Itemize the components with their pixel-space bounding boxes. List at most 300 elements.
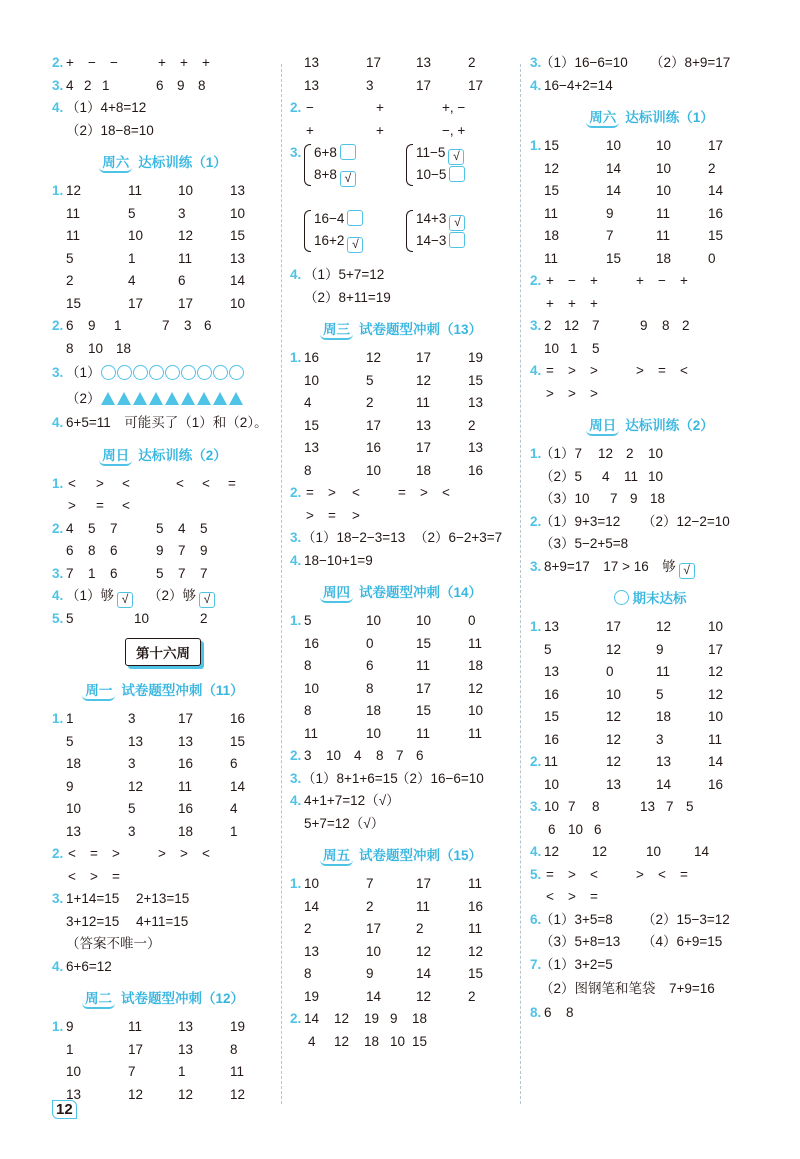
answer-cell: 17 bbox=[366, 921, 382, 936]
grid-row bbox=[290, 75, 512, 98]
question-number: 3. bbox=[52, 565, 64, 581]
answer-cell: 11 bbox=[304, 725, 319, 741]
question-2-row-2 bbox=[290, 120, 512, 143]
section-header-saturday-1 bbox=[530, 97, 770, 135]
question-2-row bbox=[52, 52, 274, 75]
answer-cell: 10 bbox=[656, 138, 672, 153]
question-3-row-2 bbox=[530, 338, 770, 361]
answer-cell: 5 bbox=[156, 520, 164, 536]
answer-cell: 0 bbox=[708, 250, 716, 266]
check-icon: √ bbox=[448, 149, 464, 165]
answer-cell: 12 bbox=[416, 943, 432, 959]
answer-cell: 17 bbox=[178, 295, 194, 311]
answer-cell: 13 bbox=[66, 1086, 82, 1102]
answer-cell: 13 bbox=[304, 943, 320, 959]
answer-cell: 13 bbox=[640, 799, 656, 814]
triangle-icon bbox=[181, 392, 195, 405]
answer-text: （2）8+11=19 bbox=[304, 289, 391, 305]
grid-row bbox=[52, 821, 274, 844]
answer-cell: 12 bbox=[544, 160, 560, 176]
day-badge: 周六 bbox=[586, 109, 619, 128]
question-1-grid bbox=[530, 135, 770, 270]
circle-icon bbox=[165, 365, 180, 380]
answer-cell: 12 bbox=[66, 183, 82, 198]
answer-column-1 bbox=[52, 52, 274, 1106]
question-3-row bbox=[52, 360, 274, 386]
answer-cell: + bbox=[590, 273, 598, 288]
section-title: 达标训练（1） bbox=[625, 110, 714, 125]
answer-cell: 13 bbox=[230, 183, 246, 198]
answer-cell: 14 bbox=[416, 966, 432, 981]
question-number: 4. bbox=[52, 588, 64, 603]
answer-cell: 11 bbox=[544, 250, 559, 266]
answer-cell: 7 bbox=[666, 799, 674, 814]
grid-row bbox=[530, 774, 770, 797]
grid-row bbox=[530, 248, 770, 271]
answer-cell: 10 bbox=[88, 340, 104, 356]
question-number: 3. bbox=[52, 77, 64, 93]
section-header-friday-15 bbox=[290, 835, 512, 873]
answer-cell: 2 bbox=[84, 77, 92, 93]
answer-cell: 10 bbox=[544, 776, 560, 792]
answer-cell: 5 bbox=[66, 610, 74, 626]
answer-cell: 3 bbox=[178, 205, 186, 221]
answer-cell: 2 bbox=[708, 160, 716, 176]
question-4-row bbox=[530, 841, 770, 864]
answer-cell: < bbox=[122, 475, 130, 491]
answer-cell: 11 bbox=[416, 395, 431, 410]
answer-cell: 6 bbox=[230, 756, 238, 771]
answer-cell: 19 bbox=[304, 988, 320, 1004]
answer-cell: 1 bbox=[114, 318, 122, 333]
answer-cell: 12 bbox=[334, 1033, 350, 1049]
question-4-row bbox=[530, 75, 770, 98]
grid-row bbox=[290, 941, 512, 964]
answer-cell: 15 bbox=[468, 966, 484, 981]
grid-row bbox=[530, 180, 770, 203]
answer-cell: 5 bbox=[128, 801, 136, 816]
question-number: 3. bbox=[290, 770, 302, 786]
question-1-row-3 bbox=[530, 488, 770, 511]
grid-row bbox=[52, 776, 274, 799]
grid-row bbox=[290, 723, 512, 746]
answer-cell: 9 bbox=[656, 641, 664, 657]
answer-cell: 15 bbox=[230, 733, 246, 749]
question-number: 4. bbox=[530, 363, 542, 378]
answer-cell: = bbox=[306, 485, 314, 500]
answer-cell: 9 bbox=[156, 543, 164, 558]
answer-cell: + bbox=[376, 122, 384, 138]
answer-cell: 11 bbox=[544, 205, 559, 221]
question-number: 3. bbox=[530, 55, 542, 70]
answer-cell: 12 bbox=[178, 228, 194, 243]
answer-cell: 18 bbox=[116, 340, 132, 356]
question-1-grid bbox=[290, 610, 512, 745]
answer-cell: 18 bbox=[468, 658, 484, 673]
grid-row bbox=[530, 751, 770, 774]
answer-cell: 13 bbox=[304, 77, 320, 93]
answer-cell: 16 bbox=[304, 635, 320, 651]
answer-cell: 6 bbox=[156, 77, 164, 93]
answer-cell: 4 bbox=[230, 801, 238, 816]
answer-cell: + bbox=[158, 55, 166, 70]
answer-cell: 5 bbox=[592, 340, 600, 356]
answer-cell: 5 bbox=[304, 613, 312, 628]
answer-cell: 6 bbox=[204, 318, 212, 333]
answer-cell: 11 bbox=[708, 731, 723, 747]
answer-cell: 11 bbox=[66, 228, 81, 243]
answer-cell: 10 bbox=[304, 876, 320, 891]
answer-cell: > bbox=[306, 507, 314, 523]
empty-box-icon bbox=[449, 166, 465, 182]
check-icon: √ bbox=[679, 563, 695, 579]
grid-row bbox=[52, 1016, 274, 1039]
answer-cell: 13 bbox=[304, 440, 320, 455]
answer-cell: 10 bbox=[134, 610, 150, 626]
section-header-saturday-1 bbox=[52, 142, 274, 180]
day-badge: 周六 bbox=[99, 154, 132, 173]
answer-cell: 12 bbox=[128, 778, 144, 794]
answer-cell: 6 bbox=[66, 543, 74, 558]
answer-text: 5+7=12（√） bbox=[304, 815, 385, 831]
answer-cell: 2 bbox=[682, 318, 690, 333]
answer-note: （答案不唯一） bbox=[66, 936, 161, 951]
question-number: 2. bbox=[530, 513, 542, 529]
answer-cell: 5 bbox=[128, 205, 136, 221]
answer-cell: 13 bbox=[230, 250, 246, 266]
answer-cell: + bbox=[66, 55, 74, 70]
answer-cell: 12 bbox=[468, 943, 484, 959]
answer-cell: 19 bbox=[468, 350, 484, 365]
triangle-icon bbox=[197, 392, 211, 405]
answer-cell: 10 bbox=[390, 1033, 406, 1049]
question-3-note bbox=[52, 933, 274, 956]
answer-cell: 13 bbox=[656, 754, 672, 769]
answer-text: （2）16−6=10 bbox=[396, 770, 484, 786]
answer-cell: 18 bbox=[178, 823, 194, 839]
circle-row bbox=[66, 360, 245, 386]
answer-cell: 12 bbox=[708, 686, 724, 702]
question-number: 1. bbox=[290, 876, 302, 891]
question-number: 6. bbox=[530, 911, 542, 927]
expression: 14−3 bbox=[416, 233, 447, 248]
answer-cell: 10 bbox=[568, 821, 584, 837]
answer-cell: 13 bbox=[544, 619, 560, 634]
expression: 10−5 bbox=[416, 167, 447, 182]
question-2-row bbox=[52, 518, 274, 541]
answer-cell: > bbox=[68, 498, 76, 513]
check-icon: √ bbox=[449, 215, 465, 231]
day-badge: 周三 bbox=[320, 321, 353, 340]
answer-cell: 10 bbox=[128, 228, 144, 243]
answer-cell: > bbox=[590, 385, 598, 401]
answer-cell: 13 bbox=[128, 733, 144, 749]
question-number: 2. bbox=[290, 748, 302, 763]
question-number: 7. bbox=[530, 956, 542, 972]
answer-cell: 5 bbox=[544, 641, 552, 657]
answer-cell: < bbox=[680, 363, 688, 378]
grid-row bbox=[530, 729, 770, 752]
answer-cell: 11 bbox=[416, 725, 431, 741]
circle-icon bbox=[133, 365, 148, 380]
question-3-row bbox=[530, 556, 770, 579]
triangle-icon bbox=[117, 392, 131, 405]
question-2-row bbox=[290, 745, 512, 768]
answer-text: （1）8+1+6=15 bbox=[302, 770, 398, 786]
question-5-row bbox=[530, 864, 770, 887]
answer-cell: 1 bbox=[570, 340, 578, 356]
question-number: 3. bbox=[290, 530, 302, 545]
answer-cell: 12 bbox=[334, 1011, 350, 1026]
question-number: 4. bbox=[530, 844, 542, 859]
check-icon: √ bbox=[117, 592, 133, 608]
question-3-row bbox=[290, 768, 512, 791]
question-1-grid bbox=[290, 873, 512, 1008]
grid-row bbox=[52, 798, 274, 821]
answer-cell: 15 bbox=[606, 250, 622, 266]
answer-cell: 10 bbox=[230, 205, 246, 221]
answer-cell: 6 bbox=[178, 273, 186, 288]
answer-cell: 18 bbox=[544, 228, 560, 243]
answer-cell: 5 bbox=[656, 686, 664, 702]
question-number: 2. bbox=[290, 1011, 302, 1026]
grid-row bbox=[290, 700, 512, 723]
question-4-row bbox=[52, 412, 274, 435]
section-header-monday-11 bbox=[52, 670, 274, 708]
answer-cell: 8 bbox=[88, 543, 96, 558]
question-6-row-2 bbox=[530, 931, 770, 954]
expression: 11−5 bbox=[416, 145, 446, 160]
answer-cell: 2 bbox=[468, 417, 476, 433]
question-number: 2. bbox=[530, 754, 542, 769]
answer-cell: 10 bbox=[230, 295, 246, 311]
question-number: 4. bbox=[52, 415, 64, 430]
answer-cell: 14 bbox=[708, 754, 724, 769]
grid-row bbox=[290, 370, 512, 393]
day-badge: 周四 bbox=[320, 584, 353, 603]
answer-cell: < bbox=[202, 846, 210, 861]
question-number: 2. bbox=[52, 846, 64, 861]
answer-cell: 8 bbox=[198, 77, 206, 93]
answer-text: （4）6+9=15 bbox=[642, 934, 723, 949]
answer-cell: 2 bbox=[544, 318, 552, 333]
answer-cell: 17 bbox=[708, 138, 724, 153]
question-2-row bbox=[52, 315, 274, 338]
answer-cell: 3 bbox=[304, 748, 312, 763]
circle-icon bbox=[229, 365, 244, 380]
answer-text bbox=[544, 556, 695, 579]
question-5-row-2 bbox=[530, 886, 770, 909]
grid-row bbox=[530, 203, 770, 226]
answer-cell: 11 bbox=[468, 876, 483, 891]
answer-cell: > bbox=[568, 363, 576, 378]
expression: 8+8 bbox=[314, 167, 337, 182]
answer-cell: 18 bbox=[364, 1033, 380, 1049]
answer-cell: 9 bbox=[606, 205, 614, 221]
question-8-row bbox=[530, 1002, 770, 1025]
answer-cell: 2 bbox=[366, 898, 374, 914]
answer-cell: 6 bbox=[544, 1005, 552, 1020]
answer-cell: 1 bbox=[178, 1064, 186, 1079]
answer-cell: 12 bbox=[606, 709, 622, 724]
question-4-row bbox=[52, 585, 274, 608]
answer-cell: 10 bbox=[646, 844, 662, 859]
question-number: 1. bbox=[290, 350, 302, 365]
answer-cell: 14 bbox=[304, 898, 320, 914]
question-4-row bbox=[290, 790, 512, 813]
answer-cell: 15 bbox=[416, 635, 432, 651]
answer-cell: 19 bbox=[364, 1011, 380, 1026]
answer-cell: > bbox=[568, 866, 576, 882]
answer-cell: 5 bbox=[200, 520, 208, 536]
answer-cell: 11 bbox=[128, 183, 143, 198]
answer-cell: 11 bbox=[656, 205, 671, 221]
answer-cell: 13 bbox=[416, 417, 432, 433]
answer-text: 16−4+2=14 bbox=[544, 77, 613, 93]
answer-cell: （1）7 bbox=[540, 446, 583, 461]
answer-text: 6+6=12 bbox=[66, 958, 112, 974]
grid-row bbox=[52, 1061, 274, 1084]
question-number: 2. bbox=[52, 318, 64, 333]
grid-row bbox=[290, 415, 512, 438]
answer-cell: > bbox=[568, 385, 576, 401]
answer-cell: 17 bbox=[416, 77, 432, 93]
question-1-grid bbox=[52, 1016, 274, 1106]
answer-cell: 12 bbox=[468, 680, 484, 696]
question-number: 1. bbox=[52, 1019, 64, 1034]
answer-cell: 16 bbox=[544, 731, 560, 747]
answer-cell: 8 bbox=[304, 703, 312, 718]
answer-cell: 15 bbox=[66, 295, 82, 311]
question-3-row bbox=[290, 527, 512, 550]
grid-row bbox=[52, 293, 274, 316]
answer-cell: 9 bbox=[177, 77, 185, 93]
answer-cell: 12 bbox=[606, 754, 622, 769]
answer-cell: 16 bbox=[178, 756, 194, 771]
question-4-row bbox=[52, 956, 274, 979]
answer-text: （3）5+8=13 bbox=[540, 934, 621, 949]
circle-icon bbox=[213, 365, 228, 380]
answer-cell: + bbox=[636, 273, 644, 288]
section-title: 达标训练（2） bbox=[138, 447, 227, 463]
section-title: 试卷题型冲刺（13） bbox=[358, 322, 483, 337]
section-header-wednesday-13 bbox=[290, 309, 512, 347]
grid-row bbox=[52, 708, 274, 731]
answer-cell: 11 bbox=[66, 205, 81, 221]
answer-cell: 12 bbox=[708, 664, 724, 679]
section-header-final bbox=[530, 578, 770, 616]
answer-cell: > bbox=[90, 868, 98, 884]
question-number: 2. bbox=[290, 485, 302, 500]
answer-cell: 8 bbox=[566, 1005, 574, 1020]
question-number: 2. bbox=[52, 520, 64, 536]
answer-cell: 11 bbox=[468, 921, 483, 936]
question-2-row-2 bbox=[52, 866, 274, 889]
compare-item bbox=[314, 142, 356, 164]
answer-cell: 17 bbox=[416, 876, 432, 891]
answer-cell: 8 bbox=[592, 799, 600, 814]
answer-text: （1）3+2=5 bbox=[540, 956, 613, 972]
answer-cell: 12 bbox=[416, 372, 432, 388]
answer-cell: 10 bbox=[366, 613, 382, 628]
question-number: 2. bbox=[530, 273, 542, 288]
answer-cell: 10 bbox=[708, 709, 724, 724]
question-3-row bbox=[530, 796, 770, 819]
answer-cell: 3 bbox=[656, 731, 664, 747]
question-3-row-2 bbox=[530, 819, 770, 842]
answer-cell: = bbox=[228, 475, 236, 491]
question-5-row bbox=[52, 608, 274, 631]
question-2-row-2 bbox=[52, 338, 274, 361]
question-number: 3. bbox=[530, 799, 542, 814]
answer-text: 4+1+7=12（√） bbox=[304, 793, 400, 808]
answer-cell: + bbox=[680, 273, 688, 288]
answer-cell: 10 bbox=[544, 340, 560, 356]
question-2-row-2 bbox=[290, 1031, 512, 1054]
answer-cell: 0 bbox=[468, 613, 476, 628]
answer-text: 18−10+1=9 bbox=[304, 552, 373, 568]
question-3-group-2 bbox=[290, 208, 512, 254]
grid-row bbox=[52, 1084, 274, 1107]
compare-item bbox=[416, 142, 464, 164]
answer-cell: 3 bbox=[128, 711, 136, 726]
answer-cell: = bbox=[658, 363, 666, 378]
grid-row bbox=[530, 225, 770, 248]
answer-cell: 7 bbox=[178, 565, 186, 581]
brace-icon bbox=[304, 210, 311, 252]
answer-cell: 18 bbox=[650, 491, 666, 506]
answer-cell: 13 bbox=[544, 664, 560, 679]
expression: 16−4 bbox=[314, 211, 345, 226]
answer-cell: − bbox=[658, 273, 666, 288]
triangle-icon bbox=[149, 392, 163, 405]
answer-cell: 7 bbox=[200, 565, 208, 581]
answer-label: （2）够 bbox=[148, 588, 197, 603]
answer-cell: 5 bbox=[156, 565, 164, 581]
grid-row bbox=[530, 661, 770, 684]
answer-cell: 2 bbox=[66, 273, 74, 288]
answer-cell: 15 bbox=[544, 138, 560, 153]
question-3-row bbox=[52, 563, 274, 586]
answer-cell: 10 bbox=[66, 801, 82, 816]
section-title: 达标训练（2） bbox=[625, 418, 714, 433]
answer-cell: 9 bbox=[390, 1011, 398, 1026]
answer-cell: 8 bbox=[376, 748, 384, 763]
answer-cell: 15 bbox=[412, 1033, 428, 1049]
answer-cell: 15 bbox=[468, 372, 484, 388]
answer-cell: > bbox=[180, 846, 188, 861]
answer-cell: < bbox=[176, 475, 184, 491]
answer-cell: 1 bbox=[128, 250, 136, 266]
question-2-row bbox=[530, 270, 770, 293]
question-1-row bbox=[52, 473, 274, 496]
question-number: 1. bbox=[530, 138, 542, 153]
question-number: 4. bbox=[290, 793, 302, 808]
question-2-row bbox=[290, 482, 512, 505]
answer-cell: = bbox=[112, 868, 120, 884]
answer-cell: 14 bbox=[694, 844, 710, 859]
answer-cell: 4 bbox=[128, 273, 136, 288]
question-1-grid bbox=[52, 180, 274, 315]
answer-cell: 1+14=15 bbox=[66, 891, 120, 906]
question-2-row-2 bbox=[530, 533, 770, 556]
answer-cell: 12 bbox=[230, 1086, 246, 1102]
answer-cell: > bbox=[158, 846, 166, 861]
answer-cell: 5 bbox=[686, 799, 694, 814]
answer-cell: 8 bbox=[366, 680, 374, 696]
answer-cell: 15 bbox=[544, 709, 560, 724]
question-number: 5. bbox=[52, 610, 64, 626]
